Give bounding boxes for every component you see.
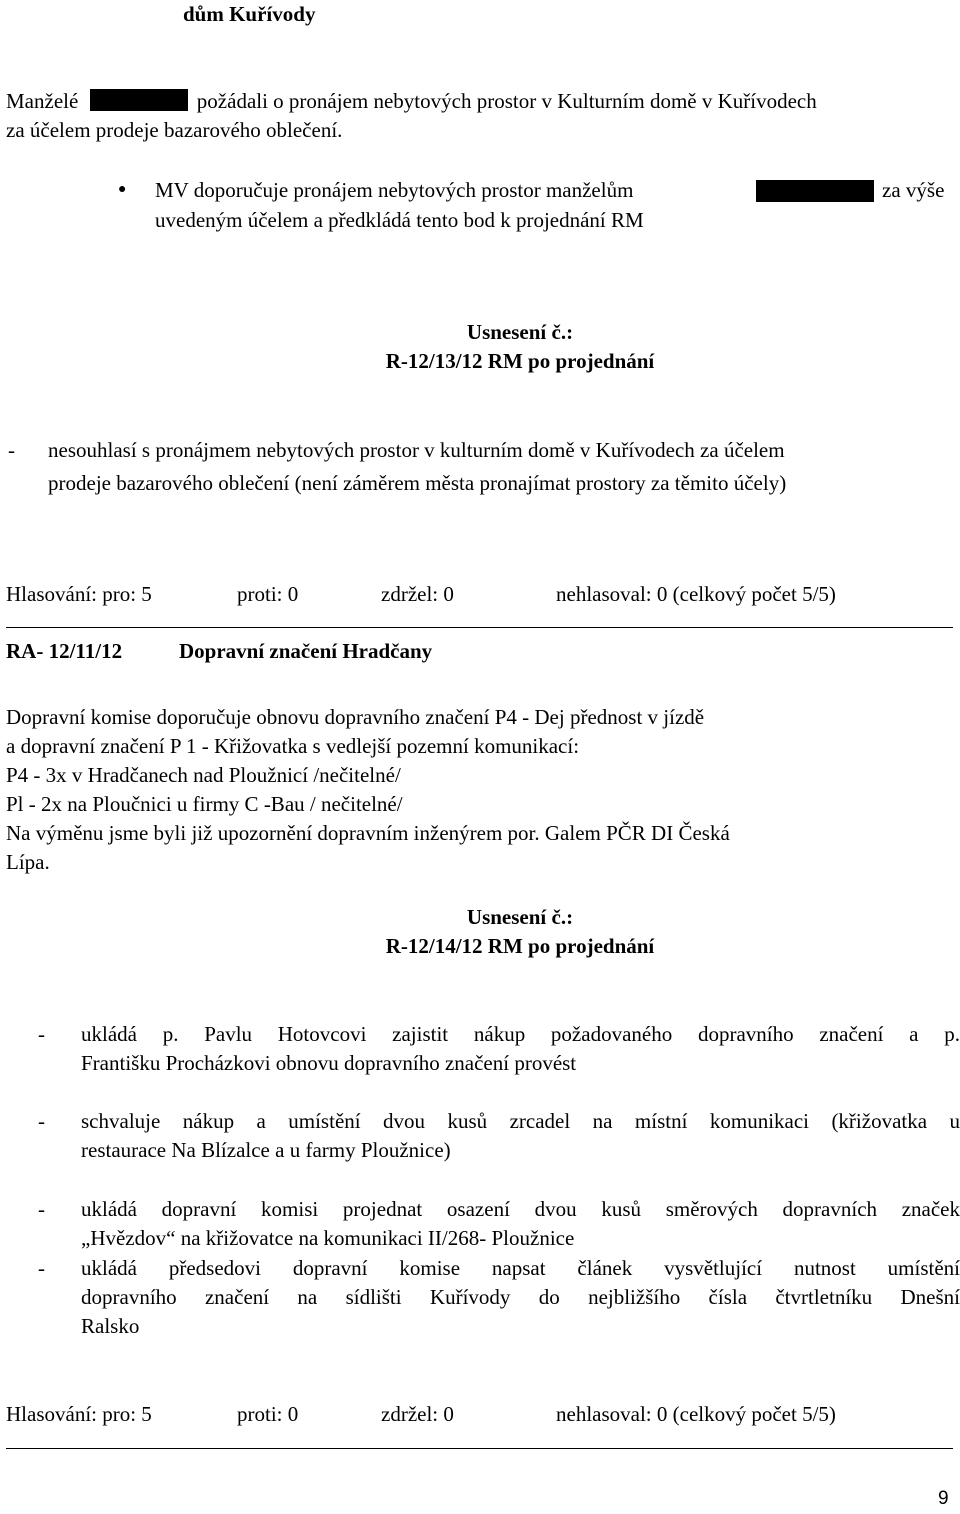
intro-line-1-end: požádali o pronájem nebytových prostor v Kulturním domě v Kuřívodech [196, 89, 817, 113]
divider-2 [6, 1448, 953, 1449]
vote-2-nehlasoval: nehlasoval: 0 (celkový počet 5/5) [556, 1402, 836, 1426]
redacted-name-block [90, 89, 188, 111]
resolution-2-item-dash: - [38, 1197, 45, 1221]
resolution-2-item-dash: - [38, 1109, 45, 1133]
intro-line-1 [6, 87, 817, 116]
item-2-line: Na výměnu jsme byli již upozornění dopravním inženýrem por. Galem PČR DI Česká [6, 821, 730, 845]
vote-2-pro: Hlasování: pro: 5 [6, 1402, 152, 1426]
resolution-2-item-line-1: ukládá dopravní komisi projednat osazení dvou kusů směrových dopravních značek [81, 1197, 960, 1221]
vote-1-proti: proti: 0 [237, 582, 299, 606]
vote-2-zdrzel: zdržel: 0 [381, 1402, 454, 1426]
resolution-1-line-1: nesouhlasí s pronájmem nebytových prostor v kulturním domě v Kuřívodech za účelem [48, 438, 785, 462]
bullet-line-2: uvedeným účelem a předkládá tento bod k projednání RM [155, 208, 644, 232]
vote-1-pro: Hlasování: pro: 5 [6, 582, 152, 606]
resolution-2-item-dash: - [38, 1022, 45, 1046]
resolution-1-heading: Usnesení č.: [466, 320, 574, 344]
resolution-2-item-dash: - [38, 1256, 45, 1280]
page-number: 9 [938, 1488, 949, 1509]
resolution-2-heading: Usnesení č.: [466, 905, 574, 929]
item-2-code: RA- 12/11/12 [6, 639, 123, 663]
item-2-title: Dopravní značení Hradčany [179, 639, 433, 663]
item-2-line: a dopravní značení P 1 - Křižovatka s vedlejší pozemní komunikací: [6, 734, 580, 758]
resolution-2-item-line-2: restaurace Na Blízalce a u farmy Ploužnice) [81, 1138, 451, 1162]
divider-1 [6, 627, 953, 628]
resolution-2-item-line-1: schvaluje nákup a umístění dvou kusů zrcadel na místní komunikaci (křižovatka u [81, 1109, 960, 1133]
resolution-1-number: R-12/13/12 RM po projednání [385, 349, 655, 373]
intro-line-2: za účelem prodeje bazarového oblečení. [6, 118, 343, 142]
resolution-2-item-line-2: Františku Procházkovi obnovu dopravního značení provést [81, 1051, 577, 1075]
item-2-line: Dopravní komise doporučuje obnovu dopravního značení P4 - Dej přednost v jízdě [6, 705, 705, 729]
section-title: dům Kuřívody [183, 2, 316, 26]
redacted-name-block-2 [756, 180, 874, 202]
resolution-2-item-line-1: ukládá p. Pavlu Hotovcovi zajistit nákup požadovaného dopravního značení a p. [81, 1022, 960, 1046]
resolution-1-line-2: prodeje bazarového oblečení (není záměrem města pronajímat prostory za těmito účely) [48, 471, 787, 495]
bullet-line-1-end: za výše [882, 178, 945, 202]
item-2-line: P4 - 3x v Hradčanech nad Ploužnicí /nečitelné/ [6, 763, 401, 787]
bullet-line-1-start: MV doporučuje pronájem nebytových prostor manželům [155, 178, 634, 202]
vote-1-nehlasoval: nehlasoval: 0 (celkový počet 5/5) [556, 582, 836, 606]
resolution-2-number: R-12/14/12 RM po projednání [385, 934, 655, 958]
resolution-2-item-line-3: Ralsko [81, 1314, 140, 1338]
resolution-2-item-line-2: dopravního značení na sídlišti Kuřívody do nejbližšího čísla čtvrtletníku Dnešní [81, 1285, 960, 1309]
vote-2-proti: proti: 0 [237, 1402, 299, 1426]
item-2-line: Pl - 2x na Ploučnici u firmy C -Bau / nečitelné/ [6, 792, 403, 816]
resolution-1-dash: - [8, 438, 15, 462]
item-2-line: Lípa. [6, 850, 50, 874]
resolution-2-item-line-2: „Hvězdov“ na křižovatce na komunikaci II/268- Ploužnice [81, 1226, 575, 1250]
resolution-2-item-line-1: ukládá předsedovi dopravní komise napsat článek vysvětlující nutnost umístění [81, 1256, 960, 1280]
bullet-dot-icon: ● [118, 182, 127, 197]
intro-line-1-start: Manželé [6, 89, 79, 113]
vote-1-zdrzel: zdržel: 0 [381, 582, 454, 606]
